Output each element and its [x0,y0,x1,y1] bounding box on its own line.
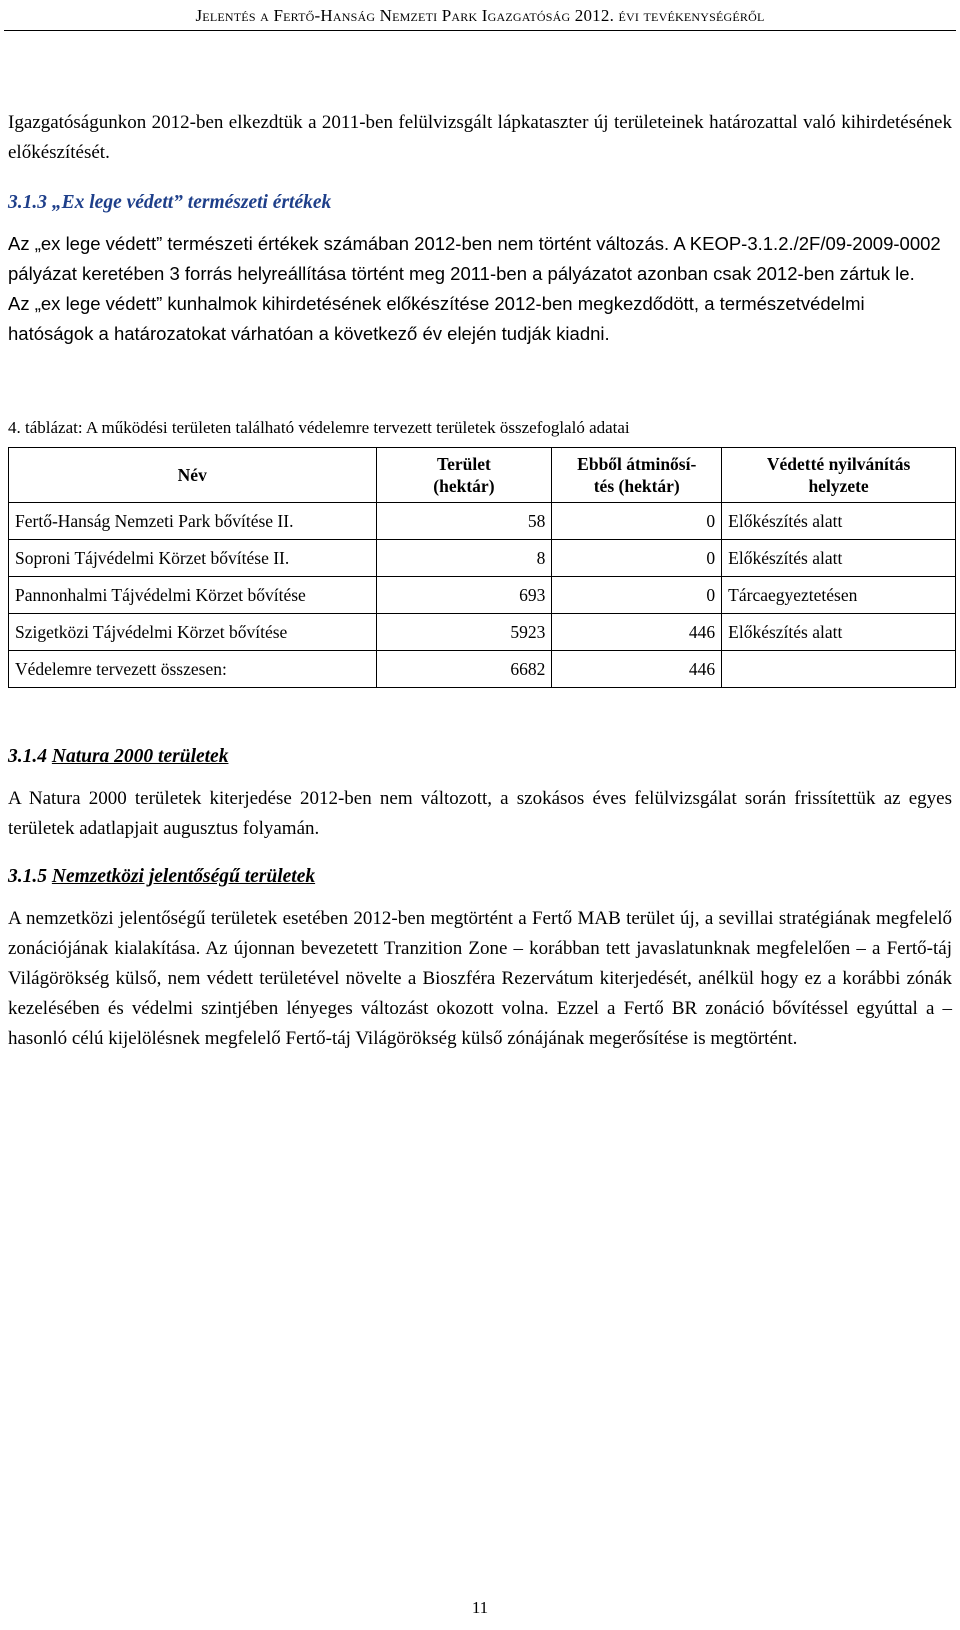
section-title: Nemzetközi jelentőségű területek [51,866,316,887]
section-number: 3.1.5 [8,866,47,887]
section-heading-3-1-5 [8,862,952,892]
intro-block [8,108,952,168]
cell-area: 5923 [376,614,552,651]
section-3-1-5 [8,862,952,1054]
section-number: 3.1.4 [8,746,47,767]
cell-status: Előkészítés alatt [722,503,956,540]
section-number: 3.1.3 [8,192,47,213]
table-total-row [9,651,956,688]
header-name: Név [9,448,377,503]
section-title: „Ex lege védett” természeti értékek [51,192,332,213]
header-area [376,448,552,503]
section-paragraph-1-text: Az „ex lege védett” természeti értékek számában 2012-ben nem történt változás. A KEOP-3.1.2./2F/09-2009-0002 pályázat keretében 3 forrás helyreállítása történt meg 2011-ben a pályázatot azonban csak 2012-ben zártuk le. [8,233,941,284]
section-paragraph: A Natura 2000 területek kiterjedése 2012-ben nem változott, a szokásos éves felülvizsgálat során frissítettük az egyes területek adatlapjait augusztus folyamán. [8,788,952,839]
table-header-row [9,448,956,503]
intro-paragraph: Igazgatóságunkon 2012-ben elkezdtük a 2011-ben felülvizsgált lápkataszter új területeinek határozattal való kihirdetésének előkészítését. [8,112,952,163]
section-3-1-3 [8,188,952,349]
table-row [9,577,956,614]
cell-name: Fertő-Hanság Nemzeti Park bővítése II. [9,503,377,540]
total-reclass: 446 [552,651,722,688]
header-rule [4,30,956,31]
section-title: Natura 2000 területek [51,746,229,767]
section-paragraph-1 [8,229,952,289]
table-row [9,614,956,651]
header-reclass [552,448,722,503]
total-label: Védelemre tervezett összesen: [9,651,377,688]
cell-area: 8 [376,540,552,577]
total-area: 6682 [376,651,552,688]
cell-name: Soproni Tájvédelmi Körzet bővítése II. [9,540,377,577]
section-3-1-4 [8,742,952,844]
cell-name: Szigetközi Tájvédelmi Körzet bővítése [9,614,377,651]
header-status-line1: Védetté nyilvánítás [766,454,911,474]
cell-status: Előkészítés alatt [722,614,956,651]
header-area-line1: Terület [437,454,491,474]
cell-reclass: 446 [552,614,722,651]
page-number: 11 [471,1598,489,1617]
section-paragraph-2: Az „ex lege védett” kunhalmok kihirdetésének előkészítése 2012-ben megkezdődött, a természetvédelmi hatóságok a határozatokat várhatóan a következő év elején tudják kiadni. [8,293,865,344]
protected-areas-table [8,447,956,688]
cell-area: 58 [376,503,552,540]
header-status [722,448,956,503]
section-heading-3-1-4 [8,742,952,772]
cell-reclass: 0 [552,577,722,614]
cell-status: Tárcaegyeztetésen [722,577,956,614]
table-row [9,503,956,540]
table-row [9,540,956,577]
section-heading-3-1-3 [8,188,952,218]
cell-name: Pannonhalmi Tájvédelmi Körzet bővítése [9,577,377,614]
header-status-line2: helyzete [808,476,869,496]
cell-reclass: 0 [552,503,722,540]
total-status [722,651,956,688]
cell-area: 693 [376,577,552,614]
section-paragraph: A nemzetközi jelentőségű területek esetében 2012-ben megtörtént a Fertő MAB terület új, a sevillai stratégiának megfelelő zonációjának kialakítása. Az újonnan bevezetett Tranzition Zone – korábban tett javaslatunknak megfelelően – a Fertő-táj Világörökség külső, nem védett területével növelte a Bioszféra Rezervátum kiterjedését, anélkül hogy ez a korábbi zónák kezelésében és védelmi szintjében lényeges változást okozott volna. Ezzel a Fertő BR zonáció bővítéssel egyúttal a – hasonló célú kijelölésnek megfelelő Fertő-táj Világörökség külső zónájának megerősítése is megtörtént. [8,908,952,1049]
table-caption-block [8,416,952,440]
running-header: Jelentés a Fertő-Hanság Nemzeti Park Igazgatóság 2012. évi tevékenységéről [195,6,765,25]
header-reclass-line2: tés (hektár) [593,476,680,496]
table-caption: 4. táblázat: A működési területen található védelemre tervezett területek összefoglaló adatai [8,418,630,437]
cell-reclass: 0 [552,540,722,577]
header-reclass-line1: Ebből átminősí- [577,454,697,474]
header-area-line2: (hektár) [433,476,495,496]
cell-status: Előkészítés alatt [722,540,956,577]
